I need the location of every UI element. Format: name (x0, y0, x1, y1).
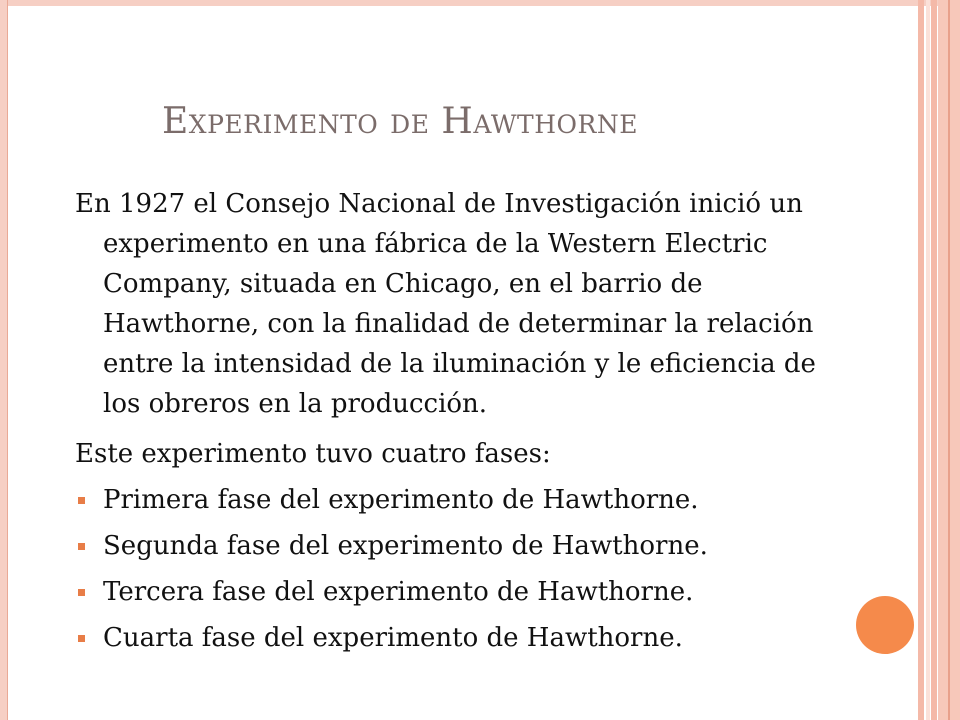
phase-label: Cuarta fase del experimento de Hawthorne. (103, 623, 683, 653)
list-item (75, 572, 835, 612)
decorative-circle (856, 596, 914, 654)
list-item (75, 480, 835, 520)
frame-left-border (0, 0, 8, 720)
phase-label: Tercera fase del experimento de Hawthorne. (103, 577, 694, 607)
square-bullet-icon (78, 543, 85, 550)
phase-label: Primera fase del experimento de Hawthorne. (103, 485, 699, 515)
slide-body (75, 180, 835, 658)
decorative-stripe (918, 0, 924, 720)
decorative-stripe (948, 0, 950, 720)
phase-label: Segunda fase del experimento de Hawthorne. (103, 531, 708, 561)
intro-paragraph: En 1927 el Consejo Nacional de Investigación inició un experimento en una fábrica de la Western Electric Company, situada en Chicago, en el barrio de Hawthorne, con la finalidad de determinar la relación entre la intensidad de la iluminación y le eficiencia de los obreros en la producción. (75, 189, 816, 419)
list-item (75, 618, 835, 658)
decorative-stripe (926, 0, 930, 720)
list-item (75, 526, 835, 566)
square-bullet-icon (78, 635, 85, 642)
frame-top-line (0, 0, 960, 6)
phases-list (75, 480, 835, 658)
phases-intro: Este experimento tuvo cuatro fases: (75, 439, 551, 469)
square-bullet-icon (78, 497, 85, 504)
decorative-stripe (931, 0, 937, 720)
slide-title: Experimento de Hawthorne (162, 101, 638, 142)
square-bullet-icon (78, 589, 85, 596)
